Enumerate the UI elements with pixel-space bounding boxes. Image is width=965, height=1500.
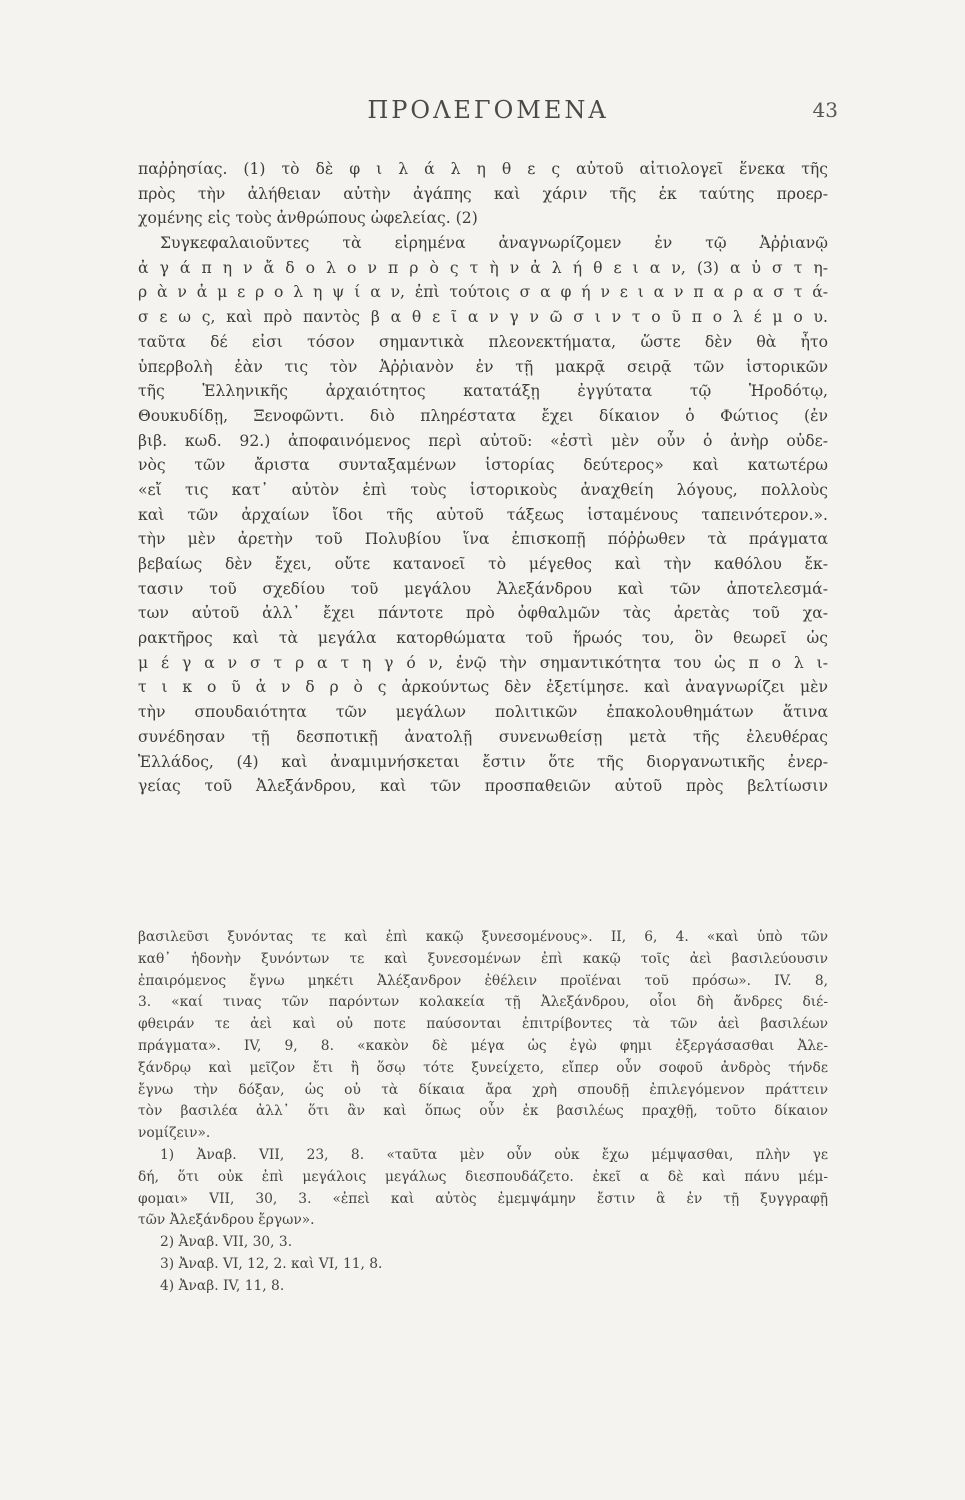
running-title: ΠΡΟΛΕΓΟΜΕΝΑ	[367, 96, 609, 124]
running-head	[138, 96, 838, 136]
footnote-line: 3. «καί τινας τῶν παρόντων κολακεία τῇ Ἀλεξάνδρου, οἷοι δὴ ἄνδρες διέ-	[138, 994, 828, 1011]
text-line: συνέδησαν τῇ δεσποτικῇ ἀνατολῇ συνενωθείσῃ μετὰ τῆς ἐλευθέρας	[138, 727, 828, 746]
footnote-line: φομαι» VII, 30, 3. «ἐπεὶ καὶ αὐτὸς ἐμεμψάμην ἔστιν ἃ ἐν τῇ ξυγγραφῇ	[138, 1190, 828, 1207]
footnote-line: 1) Ἀναβ. VII, 23, 8. «ταῦτα μὲν οὖν οὐκ ἔχω μέμψασθαι, πλὴν γε	[160, 1146, 828, 1163]
footnote-line: 4) Ἀναβ. IV, 11, 8.	[160, 1277, 285, 1294]
footnote-line: βασιλεῦσι ξυνόντας τε καὶ ἐπὶ κακῷ ξυνεσομένους». II, 6, 4. «καὶ ὑπὸ τῶν	[138, 929, 828, 945]
text-line: νὸς τῶν ἄριστα συνταξαμένων ἱστορίας δεύτερος» καὶ κατωτέρω	[138, 456, 828, 475]
footnote-line: ἔγνω τὴν δόξαν, ὡς οὐ τὰ δίκαια ἄρα χρὴ σπουδῇ ἐπιλεγόμενον πράττειν	[138, 1081, 828, 1098]
text-line: ρακτῆρος καὶ τὰ μεγάλα κατορθώματα τοῦ ἥρωός του, ὃν θεωρεῖ ὡς	[138, 629, 828, 648]
text-line: τὴν σπουδαιότητα τῶν μεγάλων πολιτικῶν ἐπακολουθημάτων ἅτινα	[138, 703, 828, 722]
text-line: «εἴ τις κατ᾿ αὐτὸν ἐπὶ τοὺς ἱστορικοὺς ἀναχθείη λόγους, πολλοὺς	[138, 480, 828, 499]
footnote-line: νομίζειν».	[138, 1125, 211, 1142]
text-line: ἀ γ ά π η ν ἄ δ ο λ ο ν π ρ ὸ ς τ ὴ ν ἀ λ ή θ ε ι α ν, (3) α ὐ σ τ η-	[138, 258, 828, 277]
footnote-line: καθ᾿ ἡδονὴν ξυνόντων τε καὶ ξυνεσομένων ἐπὶ κακῷ τοῖς ἀεὶ βασιλεύουσιν	[138, 950, 828, 967]
text-line: τασιν τοῦ σχεδίου τοῦ μεγάλου Ἀλεξάνδρου καὶ τῶν ἀποτελεσμά-	[138, 579, 828, 598]
main-text	[138, 157, 828, 799]
text-line: των αὐτοῦ ἀλλ᾿ ἔχει πάντοτε πρὸ ὀφθαλμῶν τὰς ἀρετὰς τοῦ χα-	[138, 604, 828, 623]
text-line: ταῦτα δέ εἰσι τόσον σημαντικὰ πλεονεκτήματα, ὥστε δὲν θὰ ἦτο	[138, 332, 828, 351]
footnote-line: δή, ὅτι οὐκ ἐπὶ μεγάλοις μεγάλως διεσπουδάζετο. ἐκεῖ α δὲ καὶ πάνυ μέμ-	[138, 1168, 828, 1185]
footnote-line: ἐπαιρόμενος ἔγνω μηκέτι Ἀλέξανδρον ἐθέλειν προϊέναι τοῦ πρόσω». IV. 8,	[138, 972, 828, 989]
text-line: σ ε ω ς, καὶ πρὸ παντὸς β α θ ε ῖ α ν γ ν ῶ σ ι ν τ ο ῦ π ο λ έ μ ο υ.	[138, 308, 828, 327]
text-line: μ έ γ α ν σ τ ρ α τ η γ ό ν, ἐνῷ τὴν σημαντικότητα του ὡς π ο λ ι-	[138, 653, 828, 672]
footnote-line: 2) Ἀναβ. VII, 30, 3.	[160, 1234, 293, 1251]
text-line: Θουκυδίδῃ, Ξενοφῶντι. διὸ πληρέστατα ἔχει δίκαιον ὁ Φώτιος (ἐν	[138, 406, 828, 425]
footnote-line: τῶν Ἀλεξάνδρου ἔργων».	[138, 1212, 315, 1229]
footnotes	[138, 927, 828, 1298]
text-line: βεβαίως δὲν ἔχει, οὔτε κατανοεῖ τὸ μέγεθος καὶ τὴν καθόλου ἔκ-	[138, 555, 828, 573]
footnote-line: πράγματα». IV, 9, 8. «κακὸν δὲ μέγα ὡς ἐγὼ φημι ἐξεργάσασθαι Ἀλε-	[138, 1037, 828, 1054]
footnote-line: φθειράν τε ἀεὶ καὶ οὐ ποτε παύσονται ἐπιτρίβοντες τὰ τῶν ἀεὶ βασιλέων	[138, 1016, 828, 1033]
text-line: καὶ τῶν ἀρχαίων ἴδοι τῆς αὐτοῦ τάξεως ἱσταμένους ταπεινότερον.».	[138, 505, 828, 524]
page-number: 43	[812, 98, 838, 122]
text-line: τῆς Ἑλληνικῆς ἀρχαιότητος κατατάξῃ ἐγγύτατα τῷ Ἡροδότῳ,	[138, 382, 828, 401]
text-line: παῤῥησίας. (1) τὸ δὲ φ ι λ ά λ η θ ε ς αὐτοῦ αἰτιολογεῖ ἕνεκα τῆς	[138, 160, 828, 178]
text-line: βιβ. κωδ. 92.) ἀποφαινόμενος περὶ αὐτοῦ: «ἐστὶ μὲν οὖν ὁ ἀνὴρ οὐδε-	[138, 431, 828, 450]
footnote-line: τὸν βασιλέα ἀλλ᾿ ὅτι ἂν καὶ ὅπως οὖν ἐκ βασιλέως πραχθῇ, τοῦτο δίκαιον	[138, 1103, 828, 1120]
text-line: ὑπερβολὴ ἐὰν τις τὸν Ἀῤῥιανὸν ἐν τῇ μακρᾷ σειρᾷ τῶν ἱστορικῶν	[138, 357, 828, 376]
text-line: γείας τοῦ Ἀλεξάνδρου, καὶ τῶν προσπαθειῶν αὐτοῦ πρὸς βελτίωσιν	[138, 777, 828, 796]
text-line: Συγκεφαλαιοῦντες τὰ εἰρημένα ἀναγνωρίζομεν ἐν τῷ Ἀῤῥιανῷ	[160, 234, 828, 253]
footnote-line: ξάνδρῳ καὶ μεῖζον ἔτι ἢ ὅσῳ τότε ξυνείχετο, εἴπερ οὖν σοφοῦ ἀνδρὸς τήνδε	[138, 1059, 828, 1076]
text-line: Ἑλλάδος, (4) καὶ ἀναμιμνήσκεται ἔστιν ὅτε τῆς διοργανωτικῆς ἐνερ-	[138, 752, 828, 771]
text-line: χομένης εἰς τοὺς ἀνθρώπους ὠφελείας. (2)	[138, 209, 478, 228]
text-line: τ ι κ ο ῦ ἀ ν δ ρ ὸ ς ἀρκούντως δὲν ἐξετίμησε. καὶ ἀναγνωρίζει μὲν	[138, 678, 828, 697]
footnote-line: 3) Ἀναβ. VI, 12, 2. καὶ VI, 11, 8.	[160, 1255, 383, 1272]
text-line: πρὸς τὴν ἀλήθειαν αὐτὴν ἀγάπης καὶ χάριν τῆς ἐκ ταύτης προερ-	[138, 184, 828, 203]
text-line: ρ ὰ ν ἀ μ ε ρ ο λ η ψ ί α ν, ἐπὶ τούτοις σ α φ ή ν ε ι α ν π α ρ α σ τ ά-	[138, 283, 828, 302]
text-line: τὴν μὲν ἀρετὴν τοῦ Πολυβίου ἵνα ἐπισκοπῇ πόῤῥωθεν τὰ πράγματα	[138, 530, 828, 549]
